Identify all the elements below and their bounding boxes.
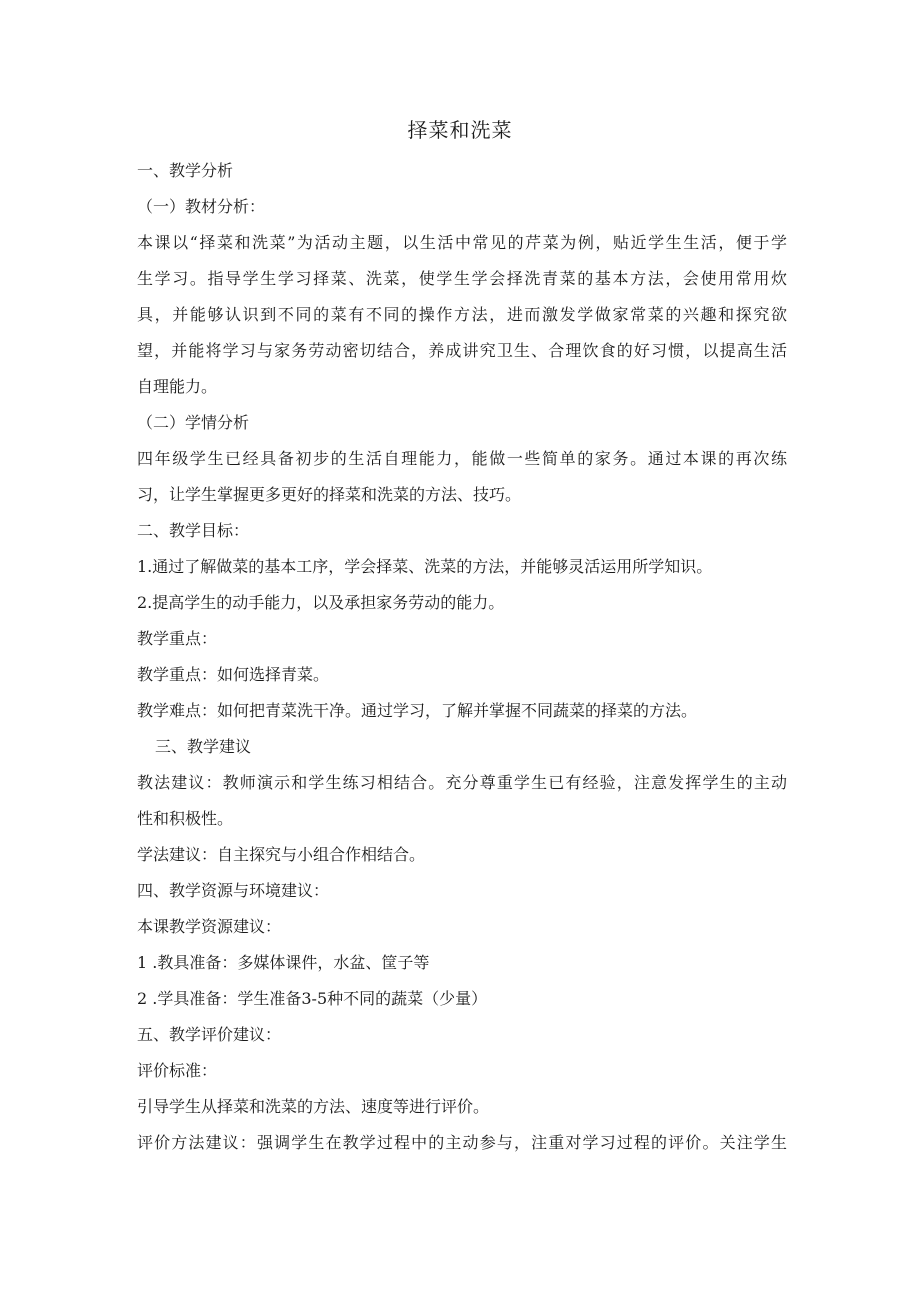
- paragraph-line: 具，并能够认识到不同的菜有不同的操作方法，进而激发学做家常菜的兴趣和探究欲: [137, 305, 787, 324]
- paragraph-line: 评价方法建议：强调学生在教学过程中的主动参与，注重对学习过程的评价。关注学生: [137, 1133, 787, 1152]
- section-heading-evaluation: 五、教学评价建议：: [137, 1025, 282, 1044]
- section-heading-suggestions: 三、教学建议: [155, 737, 252, 756]
- section-heading-analysis: 一、教学分析: [137, 161, 234, 180]
- resource-item: 1 .教具准备：多媒体课件，水盆、筐子等: [137, 953, 430, 972]
- resources-subheading: 本课教学资源建议：: [137, 917, 282, 936]
- key-points-heading: 教学重点：: [137, 629, 218, 648]
- paragraph-line: 自理能力。: [137, 377, 218, 396]
- difficult-point: 教学难点：如何把青菜洗干净。通过学习，了解并掌握不同蔬菜的择菜的方法。: [137, 701, 698, 720]
- paragraph-line: 本课以“择菜和洗菜”为活动主题，以生活中常见的芹菜为例，贴近学生生活，便于学: [137, 233, 787, 252]
- subsection-heading-students: （二）学情分析: [137, 413, 250, 432]
- paragraph-line: 习，让学生掌握更多更好的择菜和洗菜的方法、技巧。: [137, 485, 522, 504]
- paragraph-line: 性和积极性。: [137, 809, 234, 828]
- paragraph-line: 生学习。指导学生学习择菜、洗菜，使学生学会择洗青菜的基本方法，会使用常用炊: [137, 269, 787, 288]
- document-body: [137, 155, 787, 1163]
- paragraph-line: 望，并能将学习与家务劳动密切结合，养成讲究卫生、合理饮食的好习惯，以提高生活: [137, 341, 787, 360]
- evaluation-subheading: 评价标准：: [137, 1061, 218, 1080]
- paragraph-line: 引导学生从择菜和洗菜的方法、速度等进行评价。: [137, 1097, 490, 1116]
- goal-item: 2.提高学生的动手能力，以及承担家务劳动的能力。: [137, 593, 505, 612]
- paragraph-line: 学法建议：自主探究与小组合作相结合。: [137, 845, 426, 864]
- section-heading-goals: 二、教学目标：: [137, 521, 250, 540]
- paragraph-line: 教法建议：教师演示和学生练习相结合。充分尊重学生已有经验，注意发挥学生的主动: [137, 773, 787, 792]
- resource-item: 2 .学具准备：学生准备3-5种不同的蔬菜（少量）: [137, 989, 488, 1008]
- key-point: 教学重点：如何选择青菜。: [137, 665, 330, 684]
- document-title: 择菜和洗菜: [407, 118, 513, 142]
- paragraph-line: 四年级学生已经具备初步的生活自理能力，能做一些简单的家务。通过本课的再次练: [137, 449, 787, 468]
- goal-item: 1.通过了解做菜的基本工序，学会择菜、洗菜的方法，并能够灵活运用所学知识。: [137, 557, 713, 576]
- section-heading-resources: 四、教学资源与环境建议：: [137, 881, 330, 900]
- subsection-heading-material: （一）教材分析：: [137, 197, 266, 216]
